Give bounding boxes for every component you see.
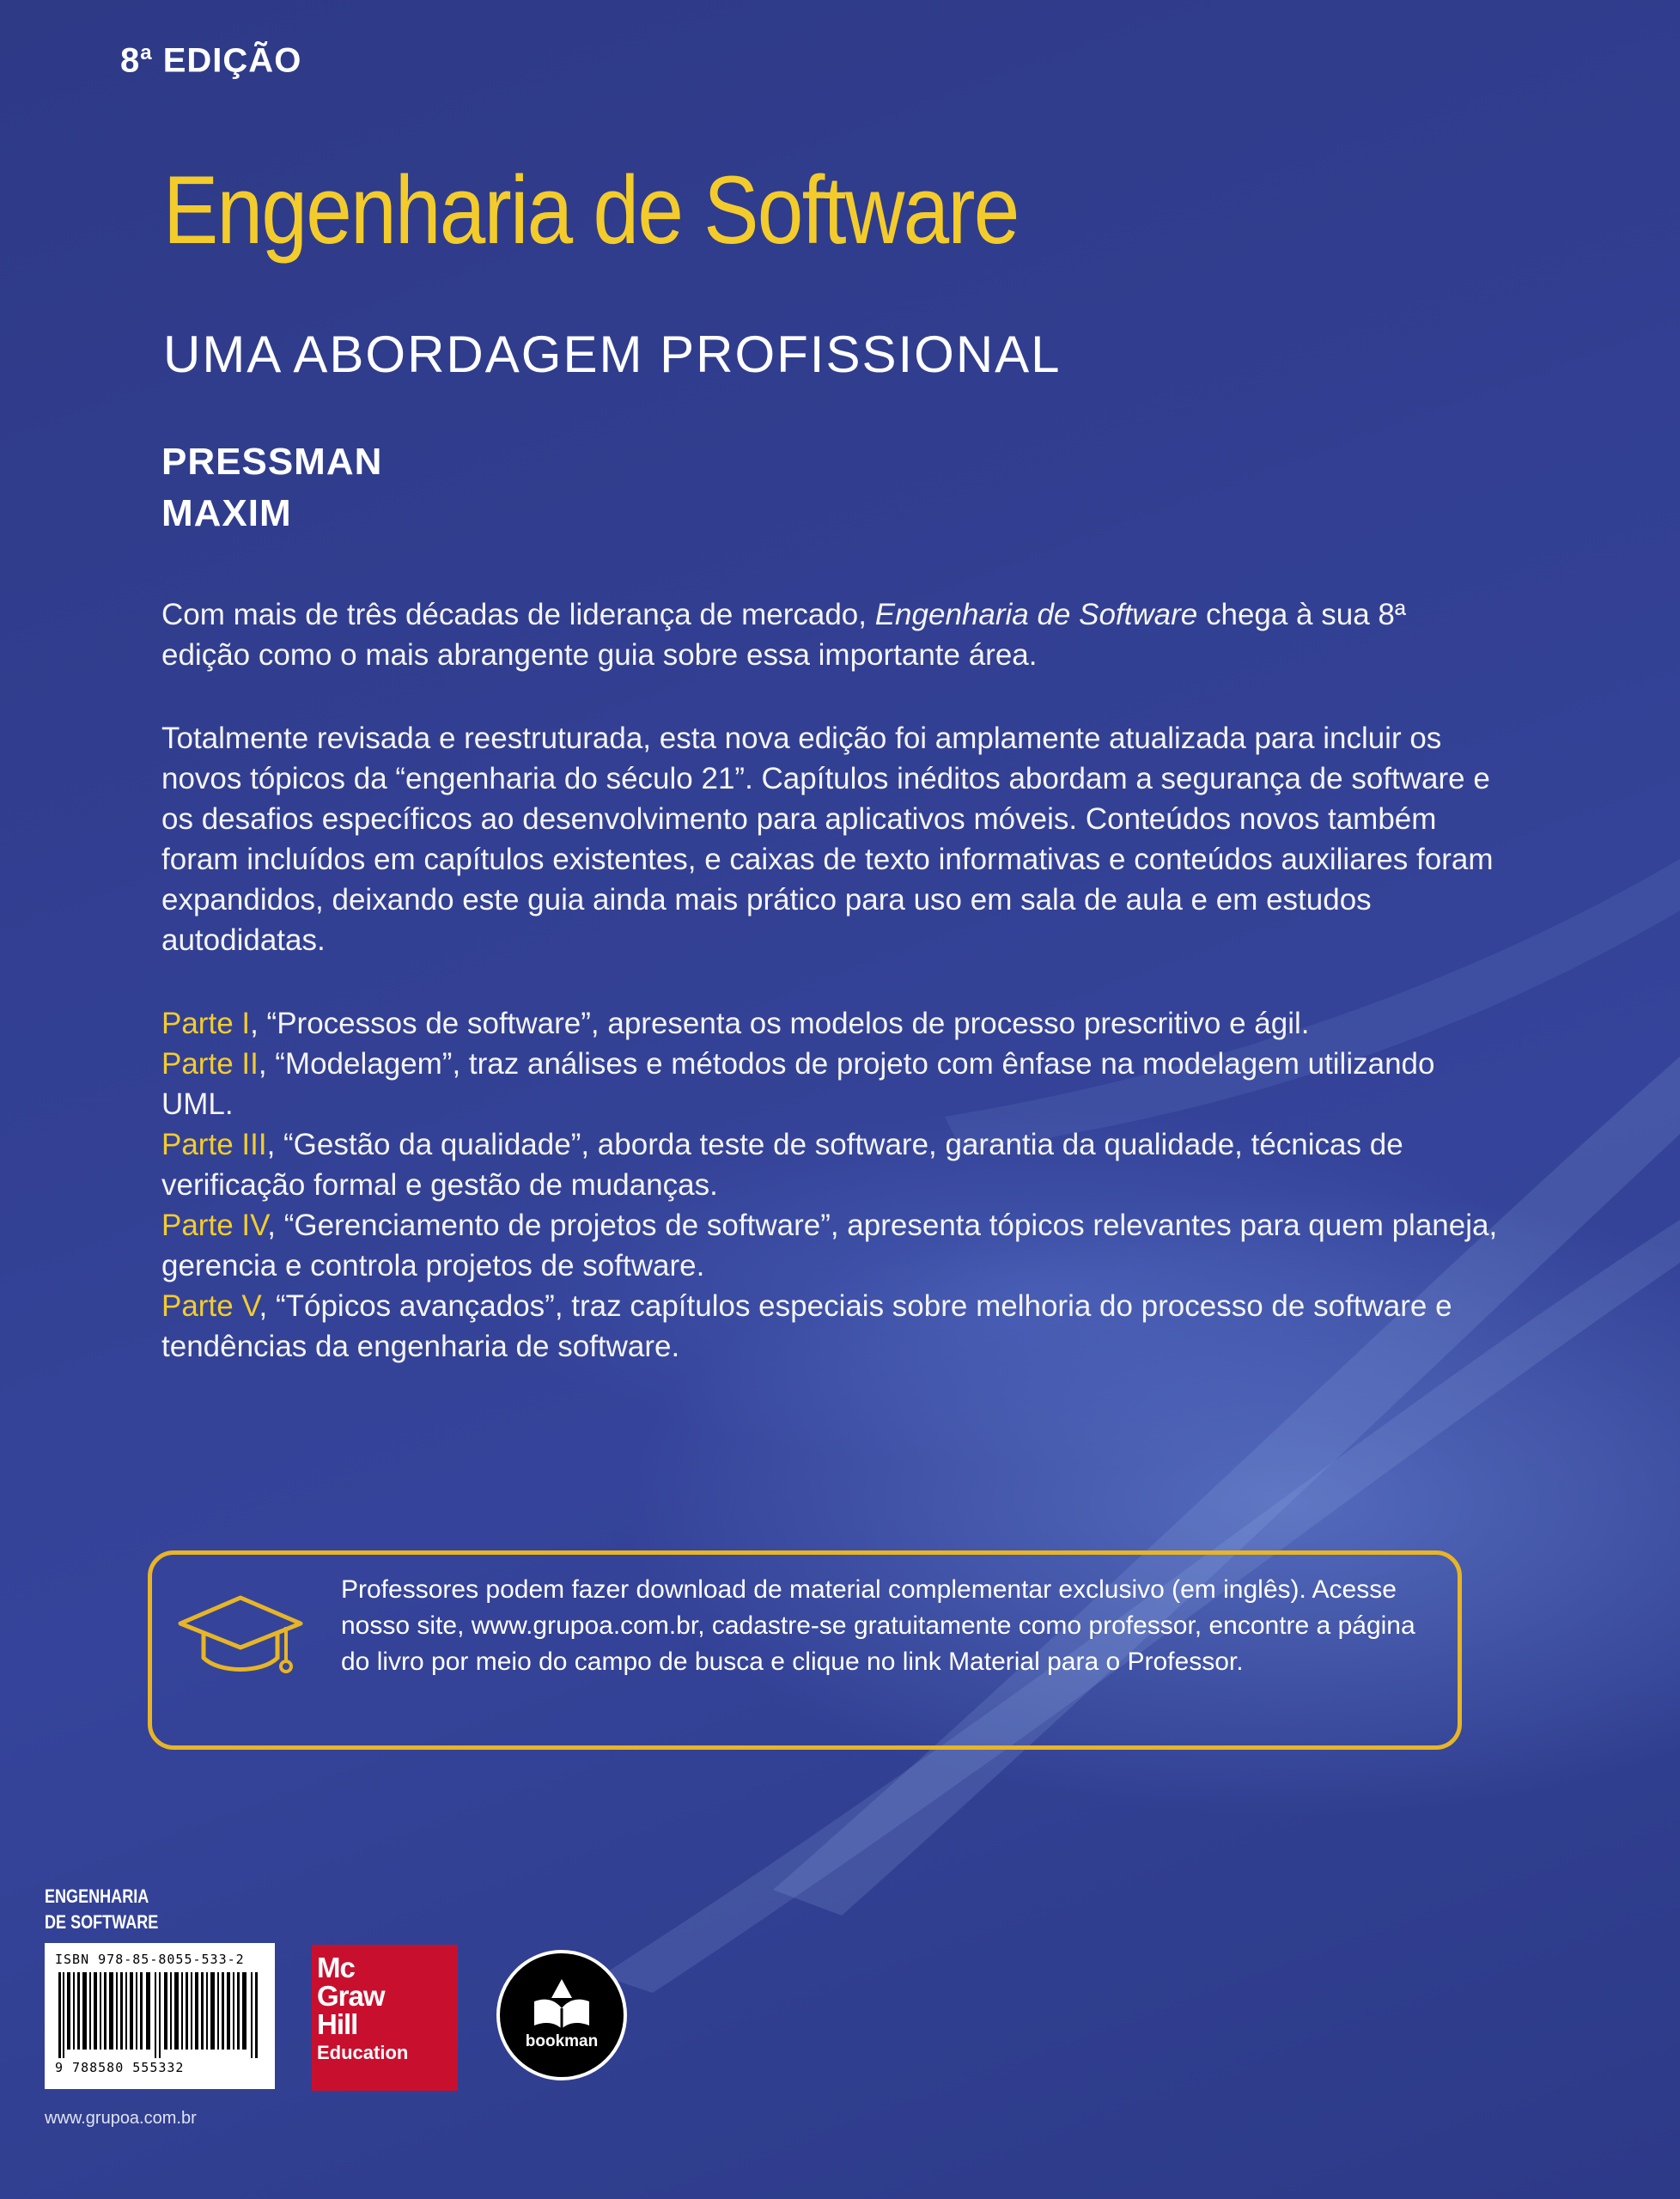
- website-url: www.grupoa.com.br: [45, 2109, 197, 2128]
- book-icon: [500, 1953, 624, 2077]
- barcode: [45, 1943, 275, 2089]
- parts-list: [161, 1003, 1501, 1367]
- part-item: Parte II, “Modelagem”, traz análises e métodos de projeto com ênfase na modelagem utilizando UML.: [161, 1047, 1435, 1121]
- intro-paragraph: Com mais de três décadas de liderança de mercado, Engenharia de Software chega à sua 8ª edição como o mais abrangente guia sobre essa importante área.: [161, 598, 1406, 672]
- part-item: Parte III, “Gestão da qualidade”, aborda teste de software, garantia da qualidade, técnicas de verificação formal e gestão de mudanças.: [161, 1128, 1403, 1202]
- edition-label: 8$^a$ EDIÇÃO: [120, 41, 302, 80]
- description: [161, 594, 1501, 1367]
- spine-label: ENGENHARIA DE SOFTWARE: [45, 1885, 159, 1933]
- part-label: Parte III: [161, 1128, 267, 1161]
- part-item: Parte I, “Processos de software”, apresenta os modelos de processo prescritivo e ágil.: [161, 1007, 1310, 1040]
- ean-text: 9 788580 555332: [55, 2060, 185, 2075]
- part-label: Parte V: [161, 1289, 259, 1323]
- part-label: Parte I: [161, 1007, 251, 1040]
- part-label: Parte IV: [161, 1209, 268, 1242]
- mcgraw-hill-logo: Mc Graw Hill Education: [312, 1945, 458, 2091]
- professor-notice-box: [148, 1550, 1462, 1750]
- book-subtitle: UMA ABORDAGEM PROFISSIONAL: [163, 326, 1062, 383]
- part-item: Parte IV, “Gerenciamento de projetos de software”, apresenta tópicos relevantes para quem planeja, gerencia e controla projetos de software.: [161, 1209, 1498, 1282]
- author-name: PRESSMAN: [161, 441, 383, 483]
- bookman-logo: [496, 1950, 627, 2080]
- bookman-label: bookman: [525, 2032, 599, 2050]
- book-title: Engenharia de Software: [163, 156, 1019, 264]
- isbn-text: ISBN 978-85-8055-533-2: [55, 1952, 245, 1967]
- features-paragraph: Totalmente revisada e reestruturada, esta nova edição foi amplamente atualizada para incluir os novos tópicos da “engenharia do século 21”. Capítulos inéditos abordam a segurança de software e os desafios específicos ao desenvolvimento para aplicativos móveis. Conteúdos novos também foram incluídos em capítulos existentes, e caixas de texto informativas e conteúdos auxiliares foram expandidos, deixando este guia ainda mais prático para uso em sala de aula e em estudos autodidatas.: [161, 722, 1494, 957]
- authors: [161, 436, 382, 539]
- author-name: MAXIM: [161, 492, 292, 534]
- part-item: Parte V, “Tópicos avançados”, traz capítulos especiais sobre melhoria do processo de software e tendências da engenharia de software.: [161, 1289, 1452, 1363]
- notice-text: Professores podem fazer download de material complementar exclusivo (em inglês). Acesse nosso site, www.grupoa.com.br, cadastre-se gratuitamente como professor, encontre a página do livro por meio do campo de busca e clique no link Material para o Professor.: [341, 1575, 1415, 1676]
- graduation-cap-icon: [176, 1591, 305, 1685]
- barcode-bars: [55, 1972, 265, 2058]
- part-label: Parte II: [161, 1047, 259, 1081]
